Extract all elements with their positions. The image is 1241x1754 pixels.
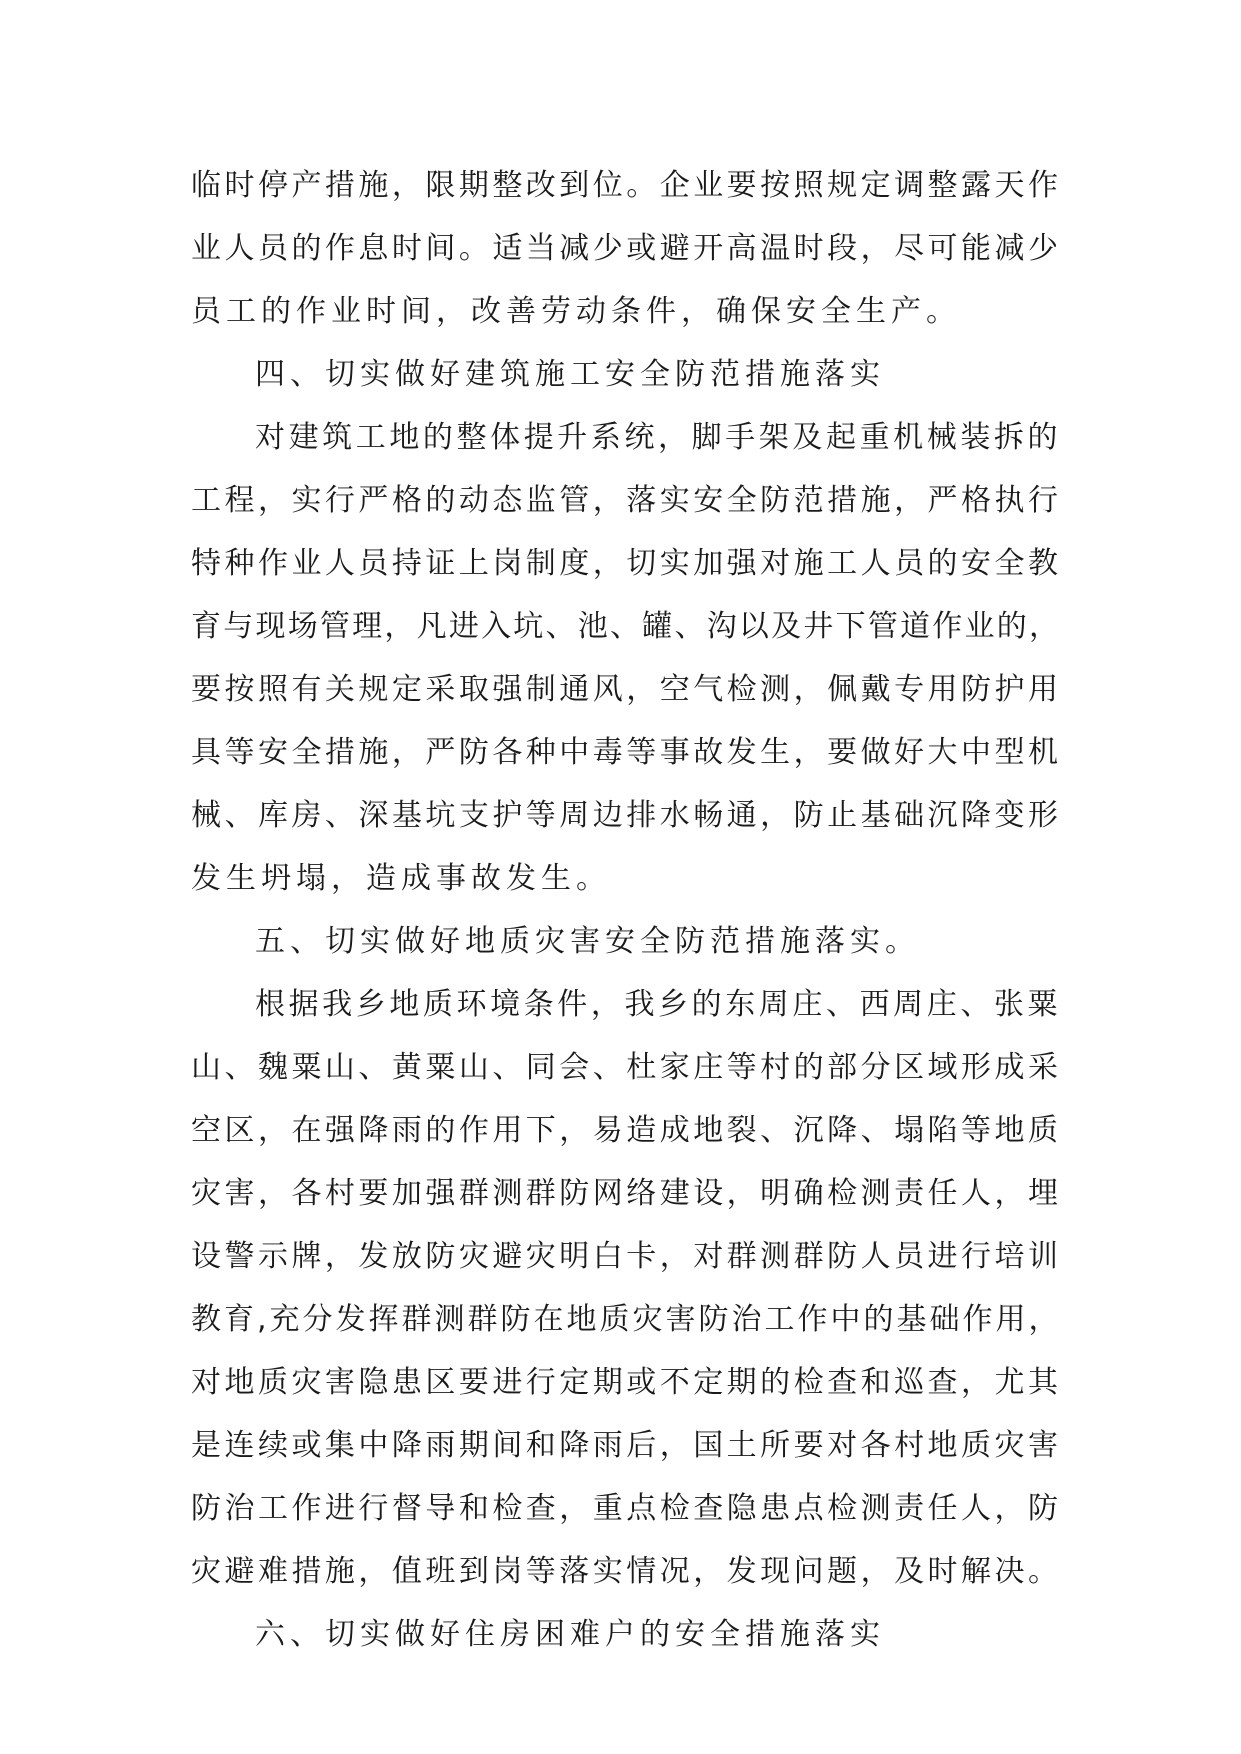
text-line: 械、库房、深基坑支护等周边排水畅通，防止基础沉降变形 (191, 798, 1061, 833)
text-line: 空区，在强降雨的作用下，易造成地裂、沉降、塌陷等地质 (191, 1113, 1061, 1148)
text-line: 特种作业人员持证上岗制度，切实加强对施工人员的安全教 (191, 546, 1061, 581)
text-line: 防治工作进行督导和检查，重点检查隐患点检测责任人，防 (191, 1491, 1061, 1526)
section-heading: 六、切实做好住房困难户的安全措施落实 (255, 1617, 885, 1652)
text-line: 设警示牌，发放防灾避灾明白卡，对群测群防人员进行培训 (191, 1239, 1061, 1274)
text-line: 山、魏粟山、黄粟山、同会、杜家庄等村的部分区域形成采 (191, 1050, 1061, 1085)
text-line: 对建筑工地的整体提升系统，脚手架及起重机械装拆的 (255, 420, 1061, 455)
text-line: 工程，实行严格的动态监管，落实安全防范措施，严格执行 (191, 483, 1061, 518)
text-line: 对地质灾害隐患区要进行定期或不定期的检查和巡查，尤其 (191, 1365, 1061, 1400)
text-line: 发生坍塌，造成事故发生。 (191, 861, 611, 896)
text-line: 员工的作业时间，改善劳动条件，确保安全生产。 (191, 294, 961, 329)
text-line: 要按照有关规定采取强制通风，空气检测，佩戴专用防护用 (191, 672, 1061, 707)
text-line: 具等安全措施，严防各种中毒等事故发生，要做好大中型机 (191, 735, 1061, 770)
text-line: 灾避难措施，值班到岗等落实情况，发现问题，及时解决。 (191, 1554, 1061, 1589)
text-line: 根据我乡地质环境条件，我乡的东周庄、西周庄、张粟 (255, 987, 1061, 1022)
text-line: 教育,充分发挥群测群防在地质灾害防治工作中的基础作用， (191, 1302, 1061, 1337)
text-line: 育与现场管理，凡进入坑、池、罐、沟以及井下管道作业的， (191, 609, 1061, 644)
document-body (191, 154, 1061, 1666)
section-heading: 四、切实做好建筑施工安全防范措施落实 (255, 357, 885, 392)
text-line: 临时停产措施，限期整改到位。企业要按照规定调整露天作 (191, 168, 1061, 203)
text-line: 是连续或集中降雨期间和降雨后，国土所要对各村地质灾害 (191, 1428, 1061, 1463)
section-heading: 五、切实做好地质灾害安全防范措施落实。 (255, 924, 920, 959)
text-line: 业人员的作息时间。适当减少或避开高温时段，尽可能减少 (191, 231, 1061, 266)
text-line: 灾害，各村要加强群测群防网络建设，明确检测责任人，埋 (191, 1176, 1061, 1211)
